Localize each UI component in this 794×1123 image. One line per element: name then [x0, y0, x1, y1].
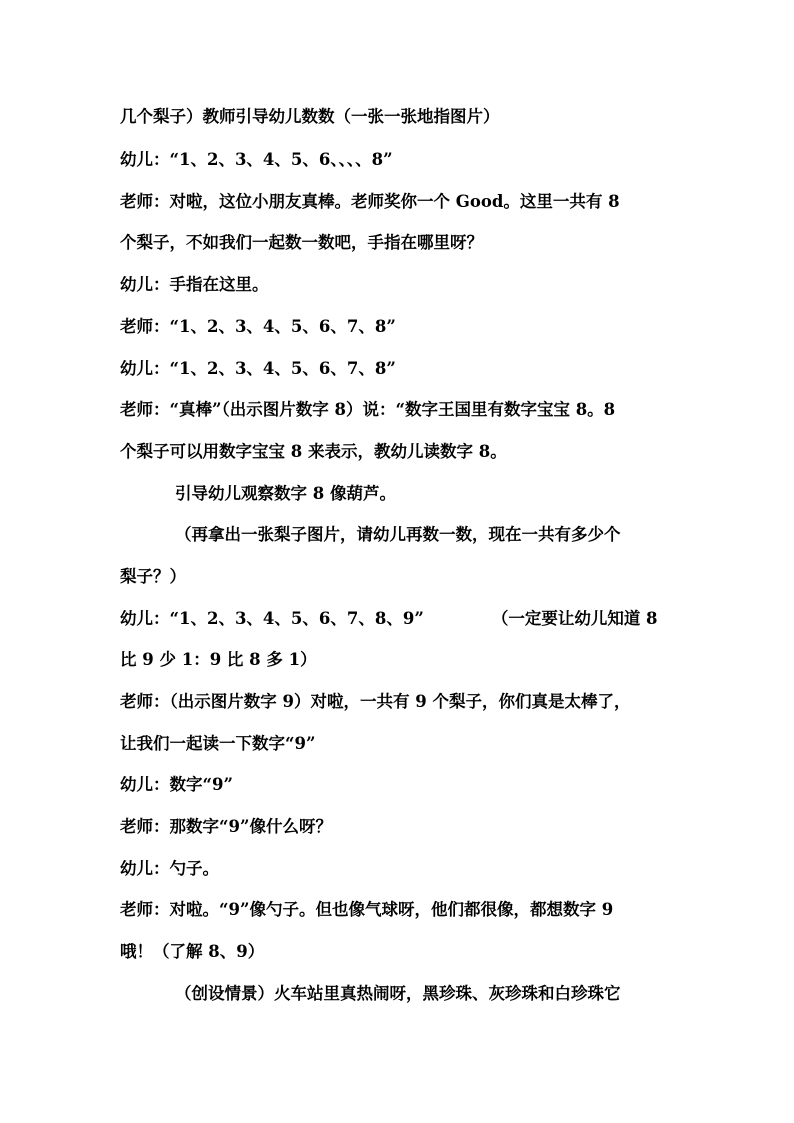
text-line: 梨子？）: [120, 567, 186, 586]
text-line: 哦！（了解 8、9）: [120, 942, 265, 961]
text-segment: （一定要让幼儿知道 8: [491, 609, 658, 628]
text-line: 幼儿：“1、2、3、4、5、6、、、、8”: [120, 150, 393, 169]
text-line: 幼儿：数字“9”: [120, 775, 233, 794]
text-line: 让我们一起读一下数字“9”: [120, 734, 316, 753]
text-line: （再拿出一张梨子图片，请幼儿再数一数，现在一共有多少个: [175, 525, 621, 544]
text-line: 老师：那数字“9”像什么呀？: [120, 817, 332, 836]
text-line: 个梨子可以用数字宝宝 8 来表示，教幼儿读数字 8。: [120, 442, 507, 461]
text-line: 几个梨子）教师引导幼儿数数（一张一张地指图片）: [120, 107, 500, 126]
text-line: 幼儿：“1、2、3、4、5、6、7、8”: [120, 359, 396, 378]
text-line: 老师：“真棒”（出示图片数字 8）说：“数字王国里有数字宝宝 8。8: [120, 400, 616, 419]
text-line: 幼儿：手指在这里。: [120, 275, 269, 294]
text-segment: 幼儿：“1、2、3、4、5、6、7、8、9”: [120, 609, 424, 628]
text-line: 比 9 少 1：9 比 8 多 1）: [120, 650, 317, 669]
text-line: 引导幼儿观察数字 8 像葫芦。: [175, 484, 396, 503]
text-line: （创设情景）火车站里真热闹呀，黑珍珠、灰珍珠和白珍珠它: [175, 984, 621, 1003]
text-line: 老师：（出示图片数字 9）对啦，一共有 9 个梨子，你们真是太棒了，: [120, 692, 631, 711]
text-line: 老师：“1、2、3、4、5、6、7、8”: [120, 317, 396, 336]
text-line: 老师：对啦。“9”像勺子。但也像气球呀，他们都很像，都想数字 9: [120, 900, 614, 919]
text-line: 个梨子，不如我们一起数一数吧，手指在哪里呀？: [120, 233, 483, 252]
text-line: 幼儿：勺子。: [120, 859, 219, 878]
text-line: 老师：对啦，这位小朋友真棒。老师奖你一个 Good。这里一共有 8: [120, 192, 620, 211]
text-line: [120, 606, 680, 632]
